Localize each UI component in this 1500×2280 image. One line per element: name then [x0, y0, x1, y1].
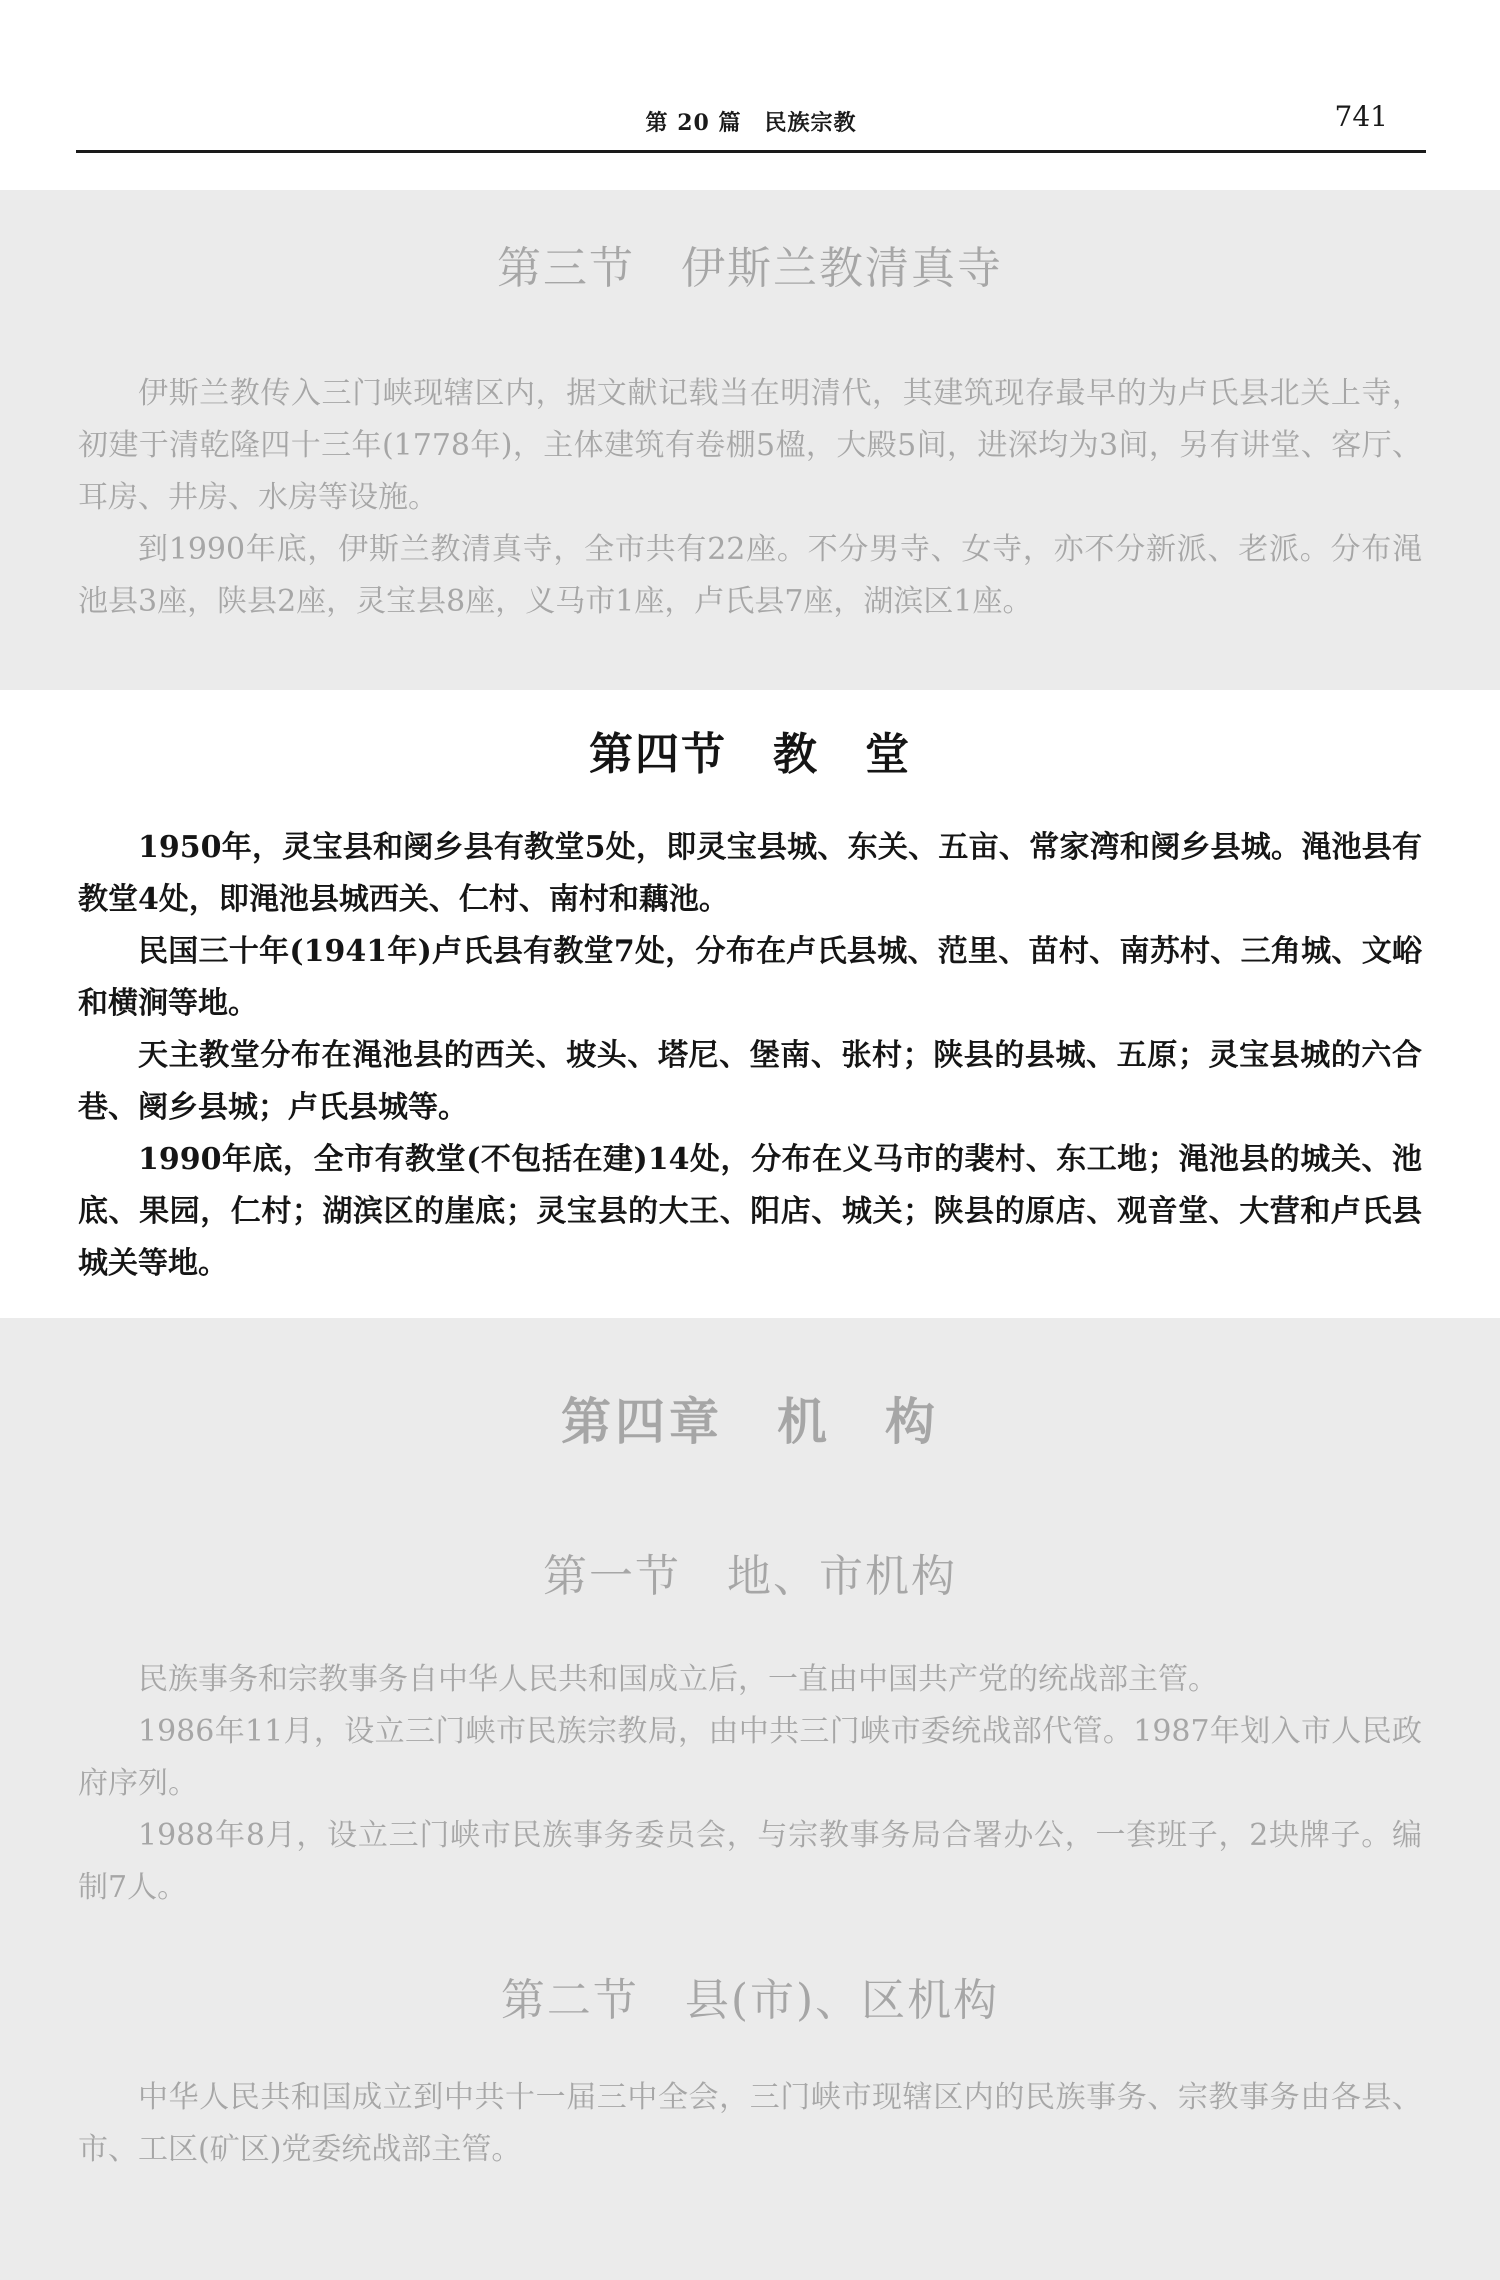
chapter-4-section-1-paragraph: 1986年11月，设立三门峡市民族宗教局，由中共三门峡市委统战部代管。1987年划入市人民政府序列。 [78, 1714, 1422, 1801]
header-title: 第 20 篇 民族宗教 [645, 110, 857, 136]
section-4-paragraph: 1990年底，全市有教堂(不包括在建)14处，分布在义马市的裴村、东工地；渑池县的城关、池底、果园，仁村；湖滨区的崖底；灵宝县的大王、阳店、城关；陕县的原店、观音堂、大营和卢氏县城关等地。 [78, 1142, 1422, 1281]
section-3-block [0, 190, 1500, 690]
section-4-paragraph: 1950年，灵宝县和阌乡县有教堂5处，即灵宝县城、东关、五亩、常家湾和阌乡县城。渑池县有教堂4处，即渑池县城西关、仁村、南村和藕池。 [78, 830, 1422, 917]
section-3-title: 第三节 伊斯兰教清真寺 [497, 243, 1003, 294]
section-4-paragraph: 天主教堂分布在渑池县的西关、坡头、塔尼、堡南、张村；陕县的县城、五原；灵宝县城的六合巷、阌乡县城；卢氏县城等。 [78, 1038, 1422, 1125]
chapter-4-block [0, 1318, 1500, 2280]
page-header [76, 98, 1426, 153]
chapter-4-section-1-paragraph: 民族事务和宗教事务自中华人民共和国成立后，一直由中国共产党的统战部主管。 [138, 1662, 1218, 1697]
section-3-paragraph: 伊斯兰教传入三门峡现辖区内，据文献记载当在明清代，其建筑现存最早的为卢氏县北关上寺，初建于清乾隆四十三年(1778年)，主体建筑有卷棚5楹，大殿5间，进深均为3间，另有讲堂、客厅、耳房、井房、水房等设施。 [78, 376, 1422, 515]
chapter-4-section-2-title: 第二节 县(市)、区机构 [500, 1975, 1000, 2026]
page-number: 741 [1334, 100, 1388, 133]
section-4-block [0, 690, 1500, 1318]
chapter-4-section-2-paragraph: 中华人民共和国成立到中共十一届三中全会，三门峡市现辖区内的民族事务、宗教事务由各县、市、工区(矿区)党委统战部主管。 [78, 2080, 1422, 2167]
chapter-4-section-1-paragraph: 1988年8月，设立三门峡市民族事务委员会，与宗教事务局合署办公，一套班子，2块牌子。编制7人。 [78, 1818, 1422, 1905]
section-4-title: 第四节 教 堂 [589, 729, 911, 780]
chapter-4-title: 第四章 机 构 [561, 1392, 939, 1451]
section-4-paragraph: 民国三十年(1941年)卢氏县有教堂7处，分布在卢氏县城、范里、苗村、南苏村、三角城、文峪和横涧等地。 [78, 934, 1422, 1021]
section-3-paragraph: 到1990年底，伊斯兰教清真寺，全市共有22座。不分男寺、女寺，亦不分新派、老派。分布渑池县3座，陕县2座，灵宝县8座，义马市1座，卢氏县7座，湖滨区1座。 [78, 532, 1422, 619]
chapter-4-section-1-title: 第一节 地、市机构 [543, 1551, 957, 1602]
